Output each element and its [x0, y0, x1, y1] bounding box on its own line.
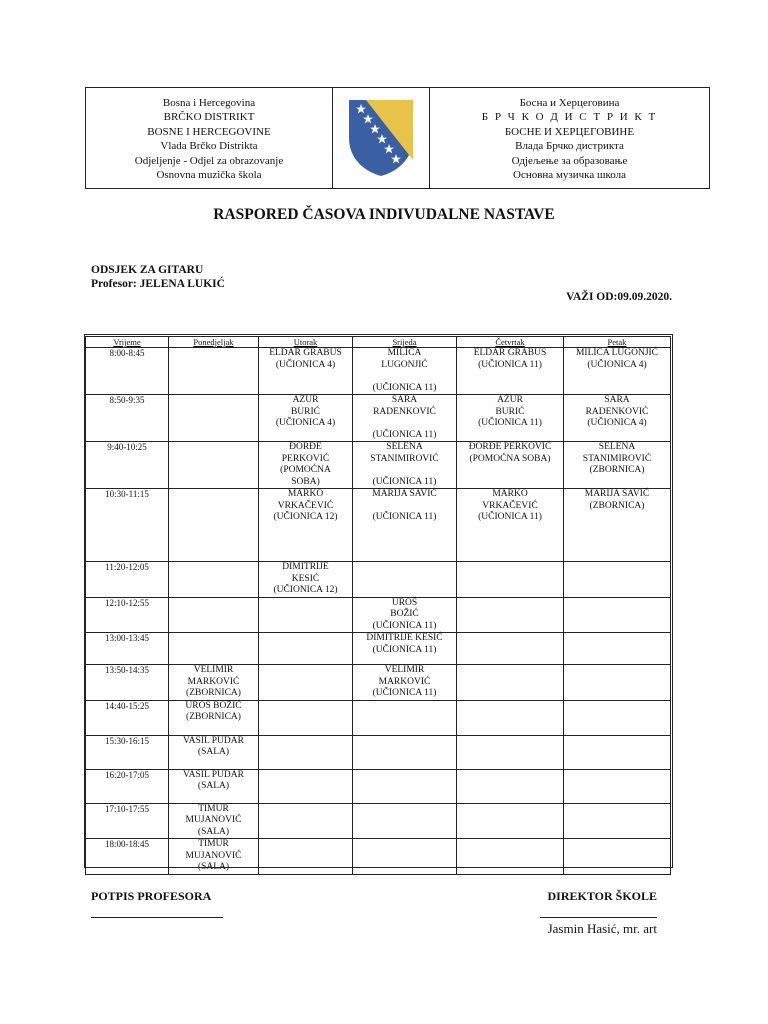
schedule-cell	[564, 700, 671, 735]
cell-line: (SALA)	[197, 826, 230, 837]
time-slot: 11:20-12:05	[86, 562, 169, 598]
letterhead-cyrillic-line: Босна и Херцеговина	[519, 96, 620, 109]
cell-line: UROŠ BOŽIĆ	[185, 700, 242, 711]
cell-line: RADENKOVIĆ	[585, 406, 649, 417]
table-row	[86, 735, 671, 769]
schedule-cell	[457, 665, 564, 701]
schedule-cell	[259, 633, 353, 665]
time-slot: 13:00-13:45	[86, 633, 169, 665]
table-row	[86, 348, 671, 395]
cell-line: VELIMIR	[384, 665, 425, 675]
time-slot: 14:40-15:25	[86, 700, 169, 735]
schedule-cell	[259, 839, 353, 875]
time-slot: 18:00-18:45	[86, 839, 169, 875]
schedule-cell	[457, 735, 564, 769]
cell-line: VASIL PUDAR	[183, 769, 244, 780]
cell-line: (UČIONICA 11)	[372, 688, 437, 698]
schedule-cell	[457, 633, 564, 665]
director-signature-line	[540, 917, 657, 918]
cell-line: (ZBORNICA)	[589, 465, 645, 475]
schedule-cell	[259, 562, 353, 598]
coat-of-arms-icon	[333, 88, 430, 188]
schedule-cell	[169, 803, 259, 839]
cell-line: MUJANOVIĆ	[185, 850, 242, 861]
table-row	[86, 442, 671, 489]
cell-line: ĐORĐE	[289, 442, 322, 452]
schedule-cell	[564, 769, 671, 803]
cell-line: (SALA)	[197, 747, 230, 757]
cell-line: (UČIONICA 11)	[372, 429, 437, 440]
cell-line: (ZBORNICA)	[589, 500, 645, 511]
schedule-cell	[564, 839, 671, 875]
department-name: ODSJEK ZA GITARU	[91, 264, 204, 276]
cell-line: (UČIONICA 11)	[372, 512, 437, 522]
cell-line: (UČIONICA 11)	[478, 418, 542, 428]
schedule-cell	[353, 803, 457, 839]
cell-line: (ZBORNICA)	[186, 688, 241, 698]
schedule-cell	[564, 562, 671, 598]
schedule-cell	[169, 597, 259, 633]
cell-line: (UČIONICA 4)	[587, 359, 647, 370]
professor-signature-line	[91, 917, 223, 918]
table-row	[86, 633, 671, 665]
cell-line: TIMUR	[198, 803, 229, 814]
schedule-cell	[353, 442, 457, 489]
cell-line: SARA	[604, 395, 630, 405]
schedule-cell	[353, 562, 457, 598]
cell-line: (UČIONICA 12)	[273, 585, 338, 595]
column-header: Vrijeme	[86, 337, 169, 348]
cell-line	[353, 371, 456, 383]
schedule-cell	[353, 769, 457, 803]
schedule-cell	[259, 700, 353, 735]
schedule-cell	[169, 633, 259, 665]
cell-line: (SALA)	[197, 781, 230, 791]
cell-line: DIMITRIJE	[282, 562, 329, 572]
cell-line: BURIĆ	[495, 406, 525, 417]
professor-name: Profesor: JELENA LUKIĆ	[91, 278, 225, 290]
schedule-cell	[564, 489, 671, 562]
cell-line: ELDAR GRABUS	[473, 348, 547, 358]
cell-line: (UČIONICA 4)	[275, 418, 336, 428]
director-name: Jasmin Hasić, mr. art	[547, 921, 657, 936]
schedule-cell	[259, 597, 353, 633]
letterhead	[85, 87, 710, 189]
letterhead-latin-line: Osnovna muzička škola	[156, 169, 262, 181]
valid-from: VAŽI OD:09.09.2020.	[566, 291, 672, 303]
schedule-cell	[353, 597, 457, 633]
column-header: Utorak	[259, 337, 353, 348]
cell-line: VELIMIR	[193, 665, 234, 675]
schedule-cell	[353, 395, 457, 442]
schedule-cell	[457, 700, 564, 735]
cell-line: UROŠ	[391, 597, 418, 608]
schedule-cell	[353, 633, 457, 665]
cell-line: MARIJA SAVIĆ	[372, 489, 437, 499]
cell-line: MARKOVIĆ	[378, 676, 431, 687]
cell-line: KESIĆ	[291, 573, 320, 584]
cell-line: TIMUR	[198, 839, 229, 849]
table-row	[86, 839, 671, 875]
cell-line: SELENA	[598, 442, 636, 452]
cell-line: SELENA	[386, 442, 423, 452]
table-row	[86, 700, 671, 735]
letterhead-latin-line: Bosna i Hercegovina	[162, 96, 256, 109]
schedule-cell	[353, 839, 457, 875]
cell-line: (UČIONICA 12)	[273, 512, 338, 522]
schedule-cell	[353, 700, 457, 735]
schedule-cell	[169, 562, 259, 598]
cell-line: MARKO	[492, 489, 528, 499]
cell-line	[353, 465, 456, 477]
cell-line: (UČIONICA 11)	[478, 512, 542, 522]
schedule-cell	[353, 735, 457, 769]
cell-line: VRKAČEVIĆ	[482, 500, 538, 511]
cell-line: VASIL PUDAR	[183, 735, 244, 746]
schedule-cell	[353, 489, 457, 562]
schedule-cell	[259, 489, 353, 562]
schedule-cell	[564, 395, 671, 442]
schedule-cell	[564, 348, 671, 395]
schedule-cell	[564, 735, 671, 769]
time-slot: 13:50-14:35	[86, 665, 169, 701]
schedule-cell	[259, 395, 353, 442]
schedule-cell	[259, 442, 353, 489]
schedule-cell	[259, 665, 353, 701]
cell-line: (UČIONICA 4)	[275, 359, 336, 370]
cell-line: (UČIONICA 11)	[372, 476, 437, 487]
schedule-cell	[564, 597, 671, 633]
cell-line: (UČIONICA 11)	[372, 382, 437, 393]
schedule-cell	[457, 769, 564, 803]
schedule-cell	[353, 665, 457, 701]
cell-line: MILICA	[387, 348, 422, 358]
director-signature-label: DIREKTOR ŠKOLE	[547, 889, 657, 903]
cell-line: MARKO	[287, 489, 324, 499]
cell-line: BURIĆ	[290, 406, 321, 417]
table-header-row	[86, 337, 671, 348]
cell-line: STANIMIROVIĆ	[582, 453, 652, 464]
letterhead-cyrillic-line: Основна музичка школа	[513, 169, 626, 181]
time-slot: 17:10-17:55	[86, 803, 169, 839]
schedule-cell	[169, 665, 259, 701]
table-row	[86, 769, 671, 803]
cell-line: MILICA LUGONJIĆ	[575, 348, 659, 358]
table-row	[86, 803, 671, 839]
schedule-cell	[457, 839, 564, 875]
schedule-cell	[457, 803, 564, 839]
cell-line: AZUR	[497, 395, 523, 405]
schedule-cell	[457, 348, 564, 395]
time-slot: 9:40-10:25	[86, 442, 169, 489]
column-header: Četvrtak	[457, 337, 564, 348]
professor-signature-label: POTPIS PROFESORA	[91, 889, 212, 903]
schedule-cell	[169, 769, 259, 803]
document-title: RASPORED ČASOVA INDIVUDALNE NASTAVE	[213, 206, 555, 223]
time-slot: 10:30-11:15	[86, 489, 169, 562]
cell-line: (UČIONICA 11)	[372, 644, 437, 655]
letterhead-cyrillic-line: Одјељење за образовање	[511, 154, 628, 167]
cell-line: SARA	[391, 395, 418, 405]
table-row	[86, 562, 671, 598]
cell-line: (POMOĆNA	[280, 465, 331, 475]
letterhead-latin	[86, 88, 333, 188]
letterhead-cyrillic-line: БОСНЕ И ХЕРЦЕГОВИНЕ	[504, 125, 635, 138]
table-row	[86, 597, 671, 633]
letterhead-cyrillic-line: Б Р Ч К О Д И С Т Р И К Т	[481, 111, 658, 123]
table-row	[86, 395, 671, 442]
schedule-cell	[169, 700, 259, 735]
schedule-cell	[259, 348, 353, 395]
schedule-cell	[457, 489, 564, 562]
letterhead-latin-line: BOSNE I HERCEGOVINE	[147, 125, 271, 138]
cell-line: SOBA)	[291, 476, 320, 487]
schedule-cell	[457, 442, 564, 489]
schedule-cell	[169, 442, 259, 489]
schedule-cell	[353, 348, 457, 395]
cell-line: ĐORĐE PERKOVIĆ	[468, 442, 552, 452]
schedule-cell	[259, 769, 353, 803]
cell-line: STANIMIROVIĆ	[370, 453, 439, 464]
schedule-cell	[169, 839, 259, 875]
cell-line: LUGONJIĆ	[381, 359, 428, 370]
schedule-cell	[169, 489, 259, 562]
schedule-cell	[169, 735, 259, 769]
letterhead-cyrillic	[430, 88, 709, 188]
time-slot: 8:50-9:35	[86, 395, 169, 442]
cell-line: MARKOVIĆ	[187, 676, 240, 687]
schedule-cell	[259, 735, 353, 769]
cell-line	[353, 418, 456, 430]
cell-line: (UČIONICA 4)	[587, 418, 647, 428]
column-header: Srijeda	[353, 337, 457, 348]
schedule-table	[85, 336, 671, 875]
time-slot: 12:10-12:55	[86, 597, 169, 633]
column-header: Ponedjeljak	[169, 337, 259, 348]
schedule-cell	[457, 395, 564, 442]
time-slot: 16:20-17:05	[86, 769, 169, 803]
schedule-cell	[169, 395, 259, 442]
time-slot: 15:30-16:15	[86, 735, 169, 769]
cell-line: AZUR	[292, 395, 319, 405]
department-info	[91, 263, 225, 291]
time-slot: 8:00-8:45	[86, 348, 169, 395]
cell-line: (ZBORNICA)	[186, 712, 241, 722]
schedule-cell	[457, 562, 564, 598]
cell-line: (UČIONICA 11)	[372, 620, 437, 631]
letterhead-latin-line: BRČKO DISTRIKT	[163, 111, 255, 123]
schedule-cell	[259, 803, 353, 839]
cell-line: (POMOĆNA SOBA)	[469, 453, 551, 464]
schedule-cell	[564, 633, 671, 665]
cell-line: DIMITRIJE KESIĆ	[366, 633, 443, 643]
cell-line: MUJANOVIĆ	[185, 815, 242, 825]
cell-line: BOŽIĆ	[390, 609, 419, 619]
table-row	[86, 665, 671, 701]
schedule-cell	[564, 803, 671, 839]
letterhead-latin-line: Odjeljenje - Odjel za obrazovanje	[134, 154, 284, 167]
schedule-cell	[564, 442, 671, 489]
schedule-cell	[457, 597, 564, 633]
cell-line: (UČIONICA 11)	[478, 359, 542, 370]
table-row	[86, 489, 671, 562]
cell-line: (SALA)	[197, 862, 230, 872]
schedule-cell	[564, 665, 671, 701]
letterhead-latin-line: Vlada Brčko Distrikta	[160, 140, 258, 152]
cell-line	[353, 501, 456, 513]
column-header: Petak	[564, 337, 671, 348]
cell-line: RADENKOVIĆ	[373, 406, 436, 417]
letterhead-cyrillic-line: Влада Брчко дистрикта	[515, 140, 624, 152]
cell-line: VRKAČEVIĆ	[277, 500, 334, 511]
cell-line: MARIJA SAVIĆ	[584, 489, 650, 499]
cell-line: ELDAR GRABUS	[269, 348, 342, 358]
schedule-cell	[169, 348, 259, 395]
cell-line: PERKOVIĆ	[281, 453, 330, 464]
